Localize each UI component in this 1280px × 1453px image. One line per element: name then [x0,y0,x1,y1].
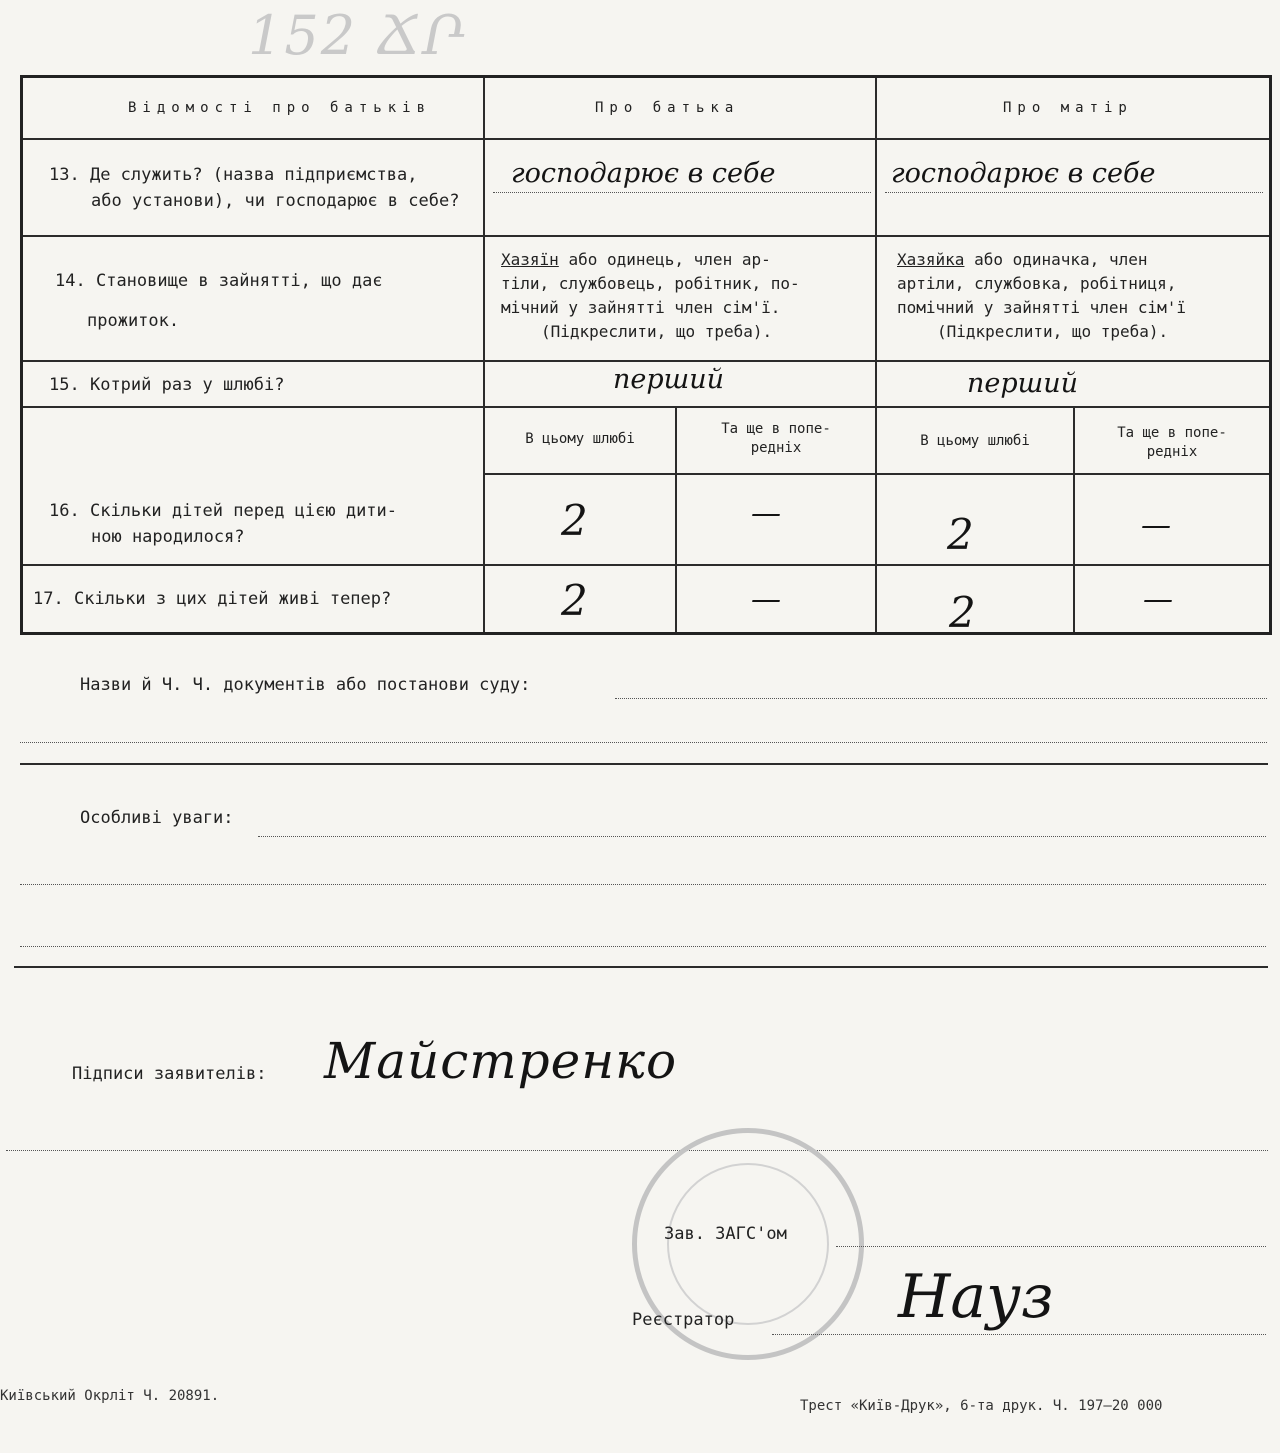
row16-question [49,498,397,524]
row14-mother-line4: (Підкреслити, що треба). [937,322,1169,341]
row-divider [23,564,1269,566]
column-divider [875,78,877,632]
row17-father-prev: — [751,582,781,617]
header-father: Про батька [595,100,740,116]
row13-mother-answer: господарює в себе [891,158,1156,189]
footer-print-left: Київський Окрліт Ч. 20891. [0,1388,220,1404]
row16-mother-prev: — [1141,508,1171,543]
row17-question [33,586,391,612]
row13-mother-dotted-line [885,192,1263,193]
mother-subheader-previous-line1: Та ще в попе- [1117,425,1227,441]
row13-question [49,162,417,188]
row15-number: 15. [49,375,80,395]
signatures-label: Підписи заявителів: [72,1064,267,1084]
row14-question [55,268,383,294]
mother-subheader-previous [1075,424,1269,462]
father-subheader-previous-line2: редніх [750,440,802,456]
corner-archive-note: 152 ՃՐ [248,4,467,67]
row14-number: 14. [55,271,86,291]
row-divider [23,360,1269,362]
row16-number: 16. [49,501,80,521]
row14-mother-line1: або одиначка, член [974,250,1148,269]
row13-father-answer: господарює в себе [511,158,776,189]
remarks-line-1 [258,836,1266,837]
row17-father-this: 2 [561,576,588,625]
row17-question-text: Скільки з цих дітей живі тепер? [73,589,392,609]
row13-father-dotted-line [493,192,871,193]
row16-father-prev: — [751,496,781,531]
section-rule-2 [14,966,1268,968]
row17-number: 17. [33,589,64,609]
row16-question-line2: ною народилося? [91,527,245,547]
documents-label: Назви й Ч. Ч. документів або постанови суду: [80,675,531,695]
row14-father-line4: (Підкреслити, що треба). [541,322,773,341]
parents-info-table [20,75,1272,635]
remarks-label: Особливі уваги: [80,808,234,828]
head-of-registry-line [836,1246,1266,1247]
remarks-line-3 [20,946,1266,947]
row14-question-line2: прожиток. [87,311,180,331]
row13-question-line2: або установи), чи господарює в себе? [91,191,460,211]
row15-question-text: Котрий раз у шлюбі? [89,375,285,395]
section-rule [20,763,1268,765]
father-subheader-previous-line1: Та ще в попе- [721,421,831,437]
row14-father-line3: мічний у зайнятті член сім'ї. [501,298,781,317]
father-subheader-previous [677,420,875,458]
row14-father-options [501,248,800,344]
header-parents-info: Відомості про батьків [128,100,432,116]
row-divider [23,406,1269,408]
mother-subheader-previous-line2: редніх [1146,444,1198,460]
documents-line [615,698,1267,699]
row14-question-line1: Становище в зайнятті, що дає [95,271,383,291]
mother-subheader-this-marriage: В цьому шлюбі [920,433,1030,449]
row15-father-answer: перший [613,364,725,395]
row16-question-line1: Скільки дітей перед цією дити- [89,501,398,521]
row14-mother-line2: артіли, службовка, робітниця, [897,274,1177,293]
father-subheader-this-marriage: В цьому шлюбі [525,431,635,447]
registrar-signature: Науз [898,1262,1054,1332]
row15-mother-answer: перший [967,368,1079,399]
row15-question [49,372,284,398]
registrar-line [772,1334,1266,1335]
row-divider [23,138,1269,140]
row14-mother-line3: помічний у зайнятті член сім'ї [897,298,1186,317]
row13-number: 13. [49,165,80,185]
footer-print-right: Трест «Київ-Друк», 6-та друк. Ч. 197—20 000 [800,1398,1163,1414]
row14-mother-underlined: Хазяйка [897,250,965,269]
applicant-signature: Майстренко [324,1032,678,1090]
column-divider [483,78,485,632]
signatures-line [6,1150,1268,1151]
row16-mother-this: 2 [947,510,974,559]
row14-father-line2: тіли, службовець, робітник, по- [501,274,800,293]
official-stamp-inner-ring [667,1163,829,1325]
remarks-line-2 [20,884,1266,885]
header-mother: Про матір [1003,100,1133,116]
row14-mother-options [897,248,1186,344]
head-of-registry-label: Зав. ЗАГС'ом [664,1224,787,1244]
row17-mother-this: 2 [949,588,976,637]
row14-father-underlined: Хазяїн [501,250,559,269]
row-divider [23,235,1269,237]
row16-father-this: 2 [561,496,588,545]
documents-line-2 [20,742,1267,743]
row13-question-line1: Де служить? (назва підприємства, [89,165,418,185]
registrar-label: Реєстратор [632,1310,735,1330]
row17-mother-prev: — [1143,582,1173,617]
row14-father-line1: або одинець, член ар- [568,250,771,269]
